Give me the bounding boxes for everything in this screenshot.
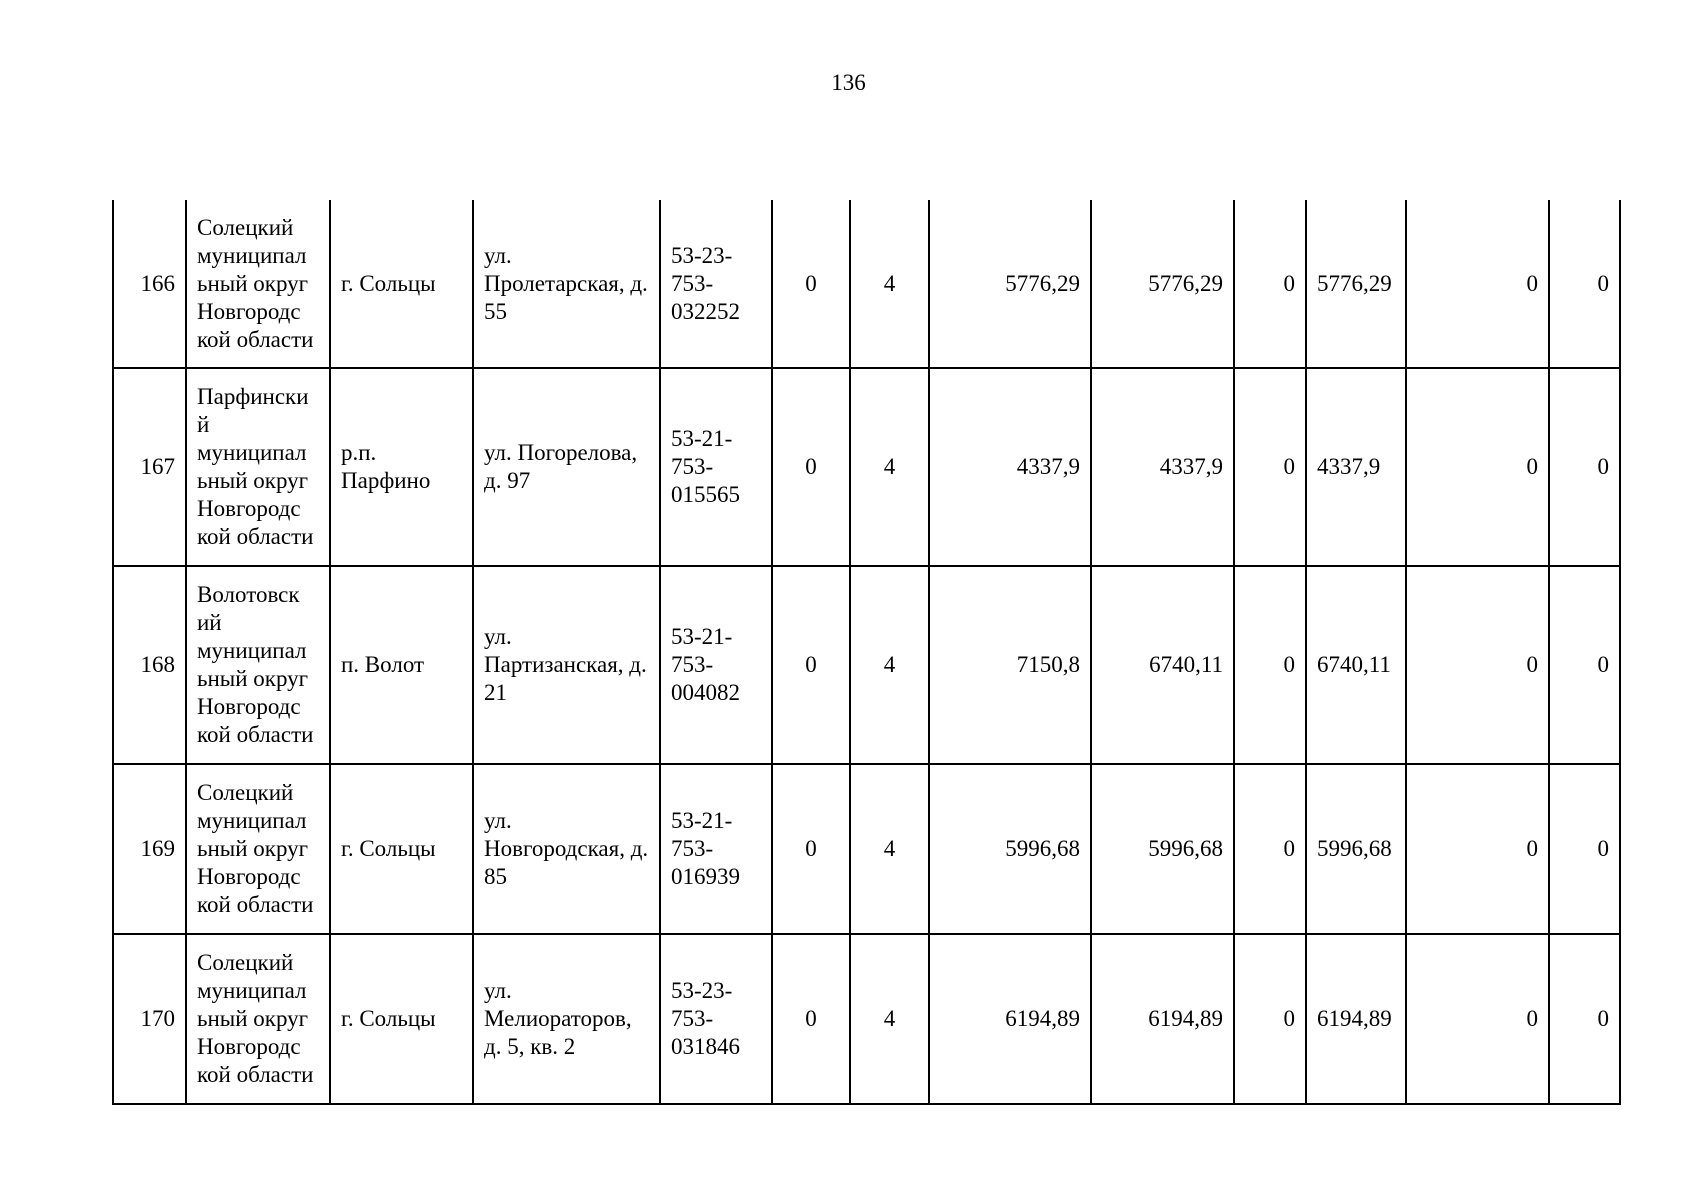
value-cell: 0 [1406, 566, 1549, 764]
code-cell: 53-23-753-032252 [660, 200, 772, 368]
value-cell: 0 [1549, 200, 1620, 368]
amount-cell: 4337,9 [929, 368, 1091, 566]
code-cell: 53-23-753-031846 [660, 934, 772, 1104]
value-cell: 0 [1406, 764, 1549, 934]
table-row [113, 934, 1620, 1104]
value-cell: 0 [1234, 934, 1306, 1104]
amount-cell: 6740,11 [1091, 566, 1234, 764]
value-cell: 0 [1549, 934, 1620, 1104]
row-number: 166 [113, 200, 186, 368]
value-cell: 0 [1234, 200, 1306, 368]
amount-cell: 4337,9 [1091, 368, 1234, 566]
settlement-cell: г. Сольцы [330, 764, 473, 934]
row-number: 170 [113, 934, 186, 1104]
amount-cell: 5776,29 [1091, 200, 1234, 368]
amount-cell: 6740,11 [1306, 566, 1406, 764]
row-number: 169 [113, 764, 186, 934]
settlement-cell: р.п. Парфино [330, 368, 473, 566]
table-row [113, 566, 1620, 764]
municipality-cell: Солецкий муниципал ьный округ Новгородс кой области [186, 764, 330, 934]
address-cell: ул. Партизанская, д. 21 [473, 566, 660, 764]
value-cell: 4 [850, 764, 929, 934]
value-cell: 0 [772, 566, 850, 764]
value-cell: 0 [1406, 368, 1549, 566]
value-cell: 0 [772, 368, 850, 566]
value-cell: 0 [1234, 764, 1306, 934]
municipality-cell: Волотовск ий муниципал ьный округ Новгородс кой области [186, 566, 330, 764]
code-cell: 53-21-753-016939 [660, 764, 772, 934]
municipality-cell: Парфински й муниципал ьный округ Новгородс кой области [186, 368, 330, 566]
municipality-cell: Солецкий муниципал ьный округ Новгородс кой области [186, 934, 330, 1104]
value-cell: 0 [1234, 368, 1306, 566]
amount-cell: 6194,89 [1091, 934, 1234, 1104]
amount-cell: 5776,29 [1306, 200, 1406, 368]
amount-cell: 4337,9 [1306, 368, 1406, 566]
address-cell: ул. Погорелова, д. 97 [473, 368, 660, 566]
row-number: 167 [113, 368, 186, 566]
value-cell: 0 [1406, 934, 1549, 1104]
amount-cell: 5776,29 [929, 200, 1091, 368]
value-cell: 0 [772, 200, 850, 368]
value-cell: 4 [850, 200, 929, 368]
amount-cell: 6194,89 [929, 934, 1091, 1104]
amount-cell: 5996,68 [1091, 764, 1234, 934]
value-cell: 4 [850, 566, 929, 764]
municipality-cell: Солецкий муниципал ьный округ Новгородс кой области [186, 200, 330, 368]
amount-cell: 5996,68 [929, 764, 1091, 934]
value-cell: 0 [1234, 566, 1306, 764]
value-cell: 0 [772, 764, 850, 934]
value-cell: 4 [850, 934, 929, 1104]
row-number: 168 [113, 566, 186, 764]
value-cell: 0 [1549, 566, 1620, 764]
table-row [113, 368, 1620, 566]
amount-cell: 6194,89 [1306, 934, 1406, 1104]
amount-cell: 7150,8 [929, 566, 1091, 764]
address-cell: ул. Мелиораторов, д. 5, кв. 2 [473, 934, 660, 1104]
code-cell: 53-21-753-004082 [660, 566, 772, 764]
code-cell: 53-21-753-015565 [660, 368, 772, 566]
address-cell: ул. Пролетарская, д. 55 [473, 200, 660, 368]
table-body [113, 200, 1620, 1104]
value-cell: 0 [772, 934, 850, 1104]
table-row [113, 764, 1620, 934]
value-cell: 0 [1549, 764, 1620, 934]
settlement-cell: г. Сольцы [330, 200, 473, 368]
value-cell: 0 [1406, 200, 1549, 368]
registry-table [112, 200, 1621, 1105]
value-cell: 4 [850, 368, 929, 566]
table-row [113, 200, 1620, 368]
settlement-cell: г. Сольцы [330, 934, 473, 1104]
value-cell: 0 [1549, 368, 1620, 566]
amount-cell: 5996,68 [1306, 764, 1406, 934]
address-cell: ул. Новгородская, д. 85 [473, 764, 660, 934]
page-number: 136 [831, 70, 866, 95]
settlement-cell: п. Волот [330, 566, 473, 764]
